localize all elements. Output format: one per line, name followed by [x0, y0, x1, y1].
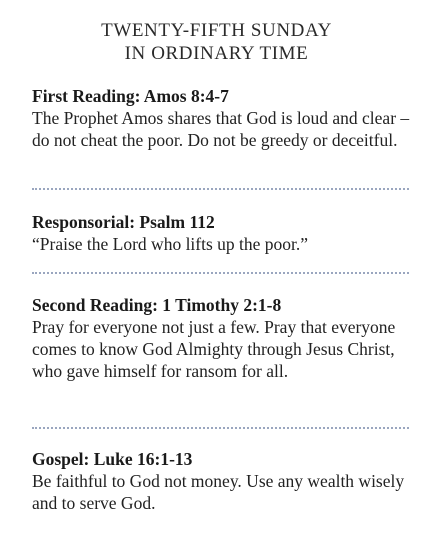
- title-line-1: TWENTY-FIFTH SUNDAY: [101, 20, 332, 41]
- second-reading-heading: Second Reading: 1 Timothy 2:1-8: [32, 295, 282, 315]
- first-reading-heading: First Reading: Amos 8:4-7: [32, 86, 229, 106]
- responsorial-text: “Praise the Lord who lifts up the poor.”: [32, 234, 309, 254]
- gospel-section: [32, 449, 412, 514]
- dotted-divider: [32, 272, 409, 274]
- responsorial-heading: Responsorial: Psalm 112: [32, 212, 215, 232]
- page-title: [0, 19, 433, 65]
- dotted-divider: [32, 427, 409, 429]
- first-reading-text: The Prophet Amos shares that God is loud and clear – do not cheat the poor. Do not be greedy or deceitful.: [32, 108, 410, 150]
- first-reading-section: [32, 86, 412, 151]
- title-line-2: IN ORDINARY TIME: [124, 43, 309, 64]
- gospel-heading: Gospel: Luke 16:1-13: [32, 449, 193, 469]
- gospel-text: Be faithful to God not money. Use any wealth wisely and to serve God.: [32, 471, 405, 513]
- second-reading-section: [32, 295, 412, 382]
- dotted-divider: [32, 188, 409, 190]
- second-reading-text: Pray for everyone not just a few. Pray that everyone comes to know God Almighty through Jesus Christ, who gave himself for ransom for all.: [32, 317, 396, 381]
- responsorial-section: [32, 212, 412, 255]
